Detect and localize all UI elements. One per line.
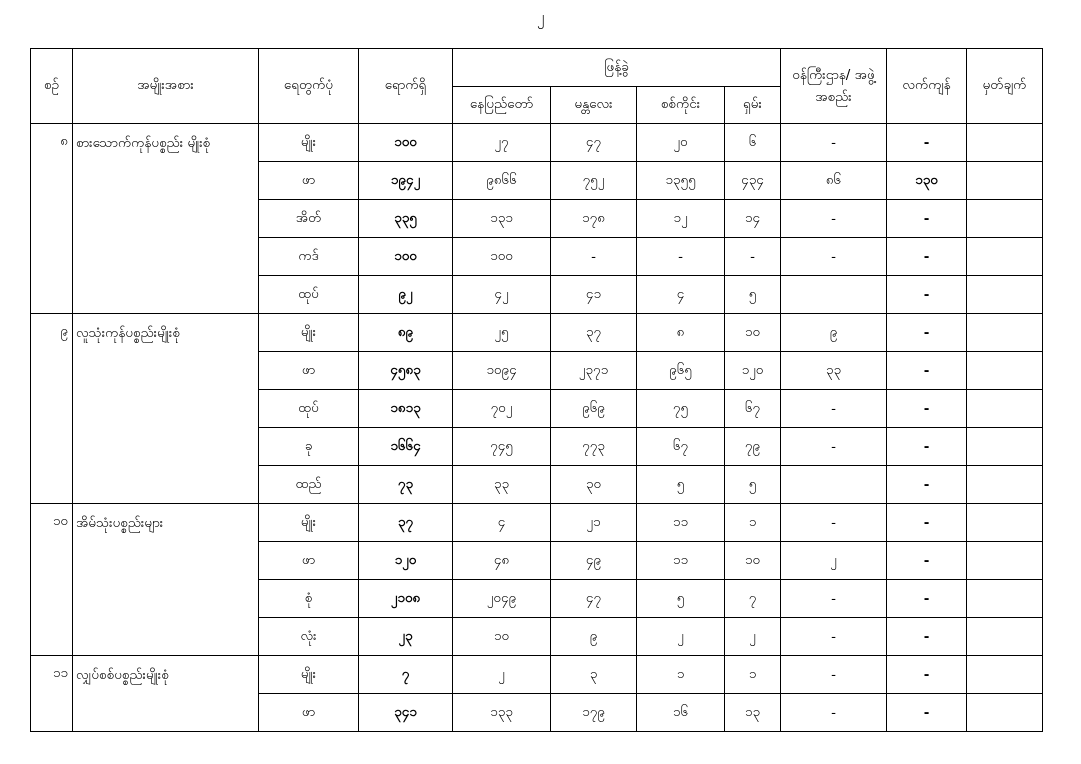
received-cell: ၂၁၀၈ <box>359 580 453 618</box>
shan-cell: ၇ <box>725 580 781 618</box>
sagaing-cell: ၆၇ <box>637 428 725 466</box>
sagaing-cell: ၁၁ <box>637 542 725 580</box>
unit-cell: မျိုး <box>259 504 359 542</box>
shan-cell: ၁၃ <box>725 694 781 732</box>
shan-cell: ၁၀ <box>725 314 781 352</box>
unit-cell: မျိုး <box>259 124 359 162</box>
received-cell: ၃၃၅ <box>359 200 453 238</box>
remaining-cell: - <box>887 276 967 314</box>
remark-cell <box>967 390 1043 428</box>
naypyitaw-cell: ၁၃၃ <box>453 694 551 732</box>
group-number: ၁၀ <box>31 504 73 656</box>
shan-cell: - <box>725 238 781 276</box>
remaining-cell: - <box>887 124 967 162</box>
unit-cell: ထုပ် <box>259 276 359 314</box>
unit-cell: ဖာ <box>259 542 359 580</box>
shan-cell: ၅ <box>725 276 781 314</box>
remark-cell <box>967 238 1043 276</box>
ministry-cell: - <box>781 390 887 428</box>
mandalay-cell: - <box>551 238 637 276</box>
mandalay-cell: ၄၇ <box>551 124 637 162</box>
unit-cell: ဖာ <box>259 352 359 390</box>
naypyitaw-cell: ၇၀၂ <box>453 390 551 428</box>
naypyitaw-cell: ၃၃ <box>453 466 551 504</box>
ministry-cell: - <box>781 238 887 276</box>
remark-cell <box>967 694 1043 732</box>
header-category: အမျိုးအစား <box>73 49 259 124</box>
ministry-cell: ၃၃ <box>781 352 887 390</box>
header-remaining: လက်ကျန် <box>887 49 967 124</box>
table-row <box>31 656 1043 694</box>
remark-cell <box>967 276 1043 314</box>
sagaing-cell: ၉၆၅ <box>637 352 725 390</box>
mandalay-cell: ၄၉ <box>551 542 637 580</box>
ministry-cell: ၈၆ <box>781 162 887 200</box>
received-cell: ၁၀၀ <box>359 238 453 276</box>
unit-cell: အိတ် <box>259 200 359 238</box>
mandalay-cell: ၃၀ <box>551 466 637 504</box>
mandalay-cell: ၁၇၉ <box>551 694 637 732</box>
header-shan: ရှမ်း <box>725 87 781 124</box>
remaining-cell: - <box>887 580 967 618</box>
naypyitaw-cell: ၂၇ <box>453 124 551 162</box>
sagaing-cell: ၁၂ <box>637 200 725 238</box>
header-received: ရောက်ရှိ <box>359 49 453 124</box>
group-number: ၉ <box>31 314 73 504</box>
unit-cell: ကဒ် <box>259 238 359 276</box>
remark-cell <box>967 580 1043 618</box>
unit-cell: မျိုး <box>259 314 359 352</box>
header-mandalay: မန္တလေး <box>551 87 637 124</box>
group-name: လူသုံးကုန်ပစ္စည်းမျိုးစုံ <box>73 314 259 504</box>
shan-cell: ၅ <box>725 466 781 504</box>
remark-cell <box>967 314 1043 352</box>
remaining-cell: - <box>887 238 967 276</box>
remaining-cell: - <box>887 542 967 580</box>
received-cell: ၄၅၈၃ <box>359 352 453 390</box>
remaining-cell: - <box>887 314 967 352</box>
table-row <box>31 124 1043 162</box>
sagaing-cell: ၂၀ <box>637 124 725 162</box>
naypyitaw-cell: ၁၃၁ <box>453 200 551 238</box>
sagaing-cell: ၈ <box>637 314 725 352</box>
ministry-cell: - <box>781 504 887 542</box>
header-specimen: ရေတွက်ပုံ <box>259 49 359 124</box>
sagaing-cell: ၁၁ <box>637 504 725 542</box>
unit-cell: ဖာ <box>259 162 359 200</box>
ministry-cell: ၉ <box>781 314 887 352</box>
remark-cell <box>967 200 1043 238</box>
group-number: ၁၁ <box>31 656 73 732</box>
remaining-cell: ၁၃၀ <box>887 162 967 200</box>
remark-cell <box>967 542 1043 580</box>
remaining-cell: - <box>887 618 967 656</box>
ministry-cell: - <box>781 656 887 694</box>
shan-cell: ၁၄ <box>725 200 781 238</box>
shan-cell: ၆၇ <box>725 390 781 428</box>
mandalay-cell: ၄၇ <box>551 580 637 618</box>
received-cell: ၈၉ <box>359 314 453 352</box>
mandalay-cell: ၃ <box>551 656 637 694</box>
remark-cell <box>967 352 1043 390</box>
shan-cell: ၂ <box>725 618 781 656</box>
remark-cell <box>967 466 1043 504</box>
ministry-cell: - <box>781 580 887 618</box>
remark-cell <box>967 618 1043 656</box>
group-number: ၈ <box>31 124 73 314</box>
mandalay-cell: ၂၃၇၁ <box>551 352 637 390</box>
header-row <box>31 49 1043 87</box>
remaining-cell: - <box>887 694 967 732</box>
mandalay-cell: ၁၇၈ <box>551 200 637 238</box>
group-name: စားသောက်ကုန်ပစ္စည်း မျိုးစုံ <box>73 124 259 314</box>
shan-cell: ၁၀ <box>725 542 781 580</box>
naypyitaw-cell: ၉၈၆၆ <box>453 162 551 200</box>
header-distribution: ဖြန့်ခွဲ <box>453 49 781 87</box>
mandalay-cell: ၃၇ <box>551 314 637 352</box>
remaining-cell: - <box>887 466 967 504</box>
table-row <box>31 314 1043 352</box>
table-row <box>31 504 1043 542</box>
received-cell: ၁၆၆၄ <box>359 428 453 466</box>
remaining-cell: - <box>887 504 967 542</box>
unit-cell: ခု <box>259 428 359 466</box>
sagaing-cell: ၂ <box>637 618 725 656</box>
received-cell: ၁၀၀ <box>359 124 453 162</box>
sagaing-cell: ၁၃၅၅ <box>637 162 725 200</box>
naypyitaw-cell: ၄၈ <box>453 542 551 580</box>
remaining-cell: - <box>887 656 967 694</box>
remark-cell <box>967 428 1043 466</box>
remark-cell <box>967 162 1043 200</box>
unit-cell: မျိုး <box>259 656 359 694</box>
mandalay-cell: ၄၁ <box>551 276 637 314</box>
remark-cell <box>967 504 1043 542</box>
received-cell: ၃၇ <box>359 504 453 542</box>
ministry-cell: - <box>781 124 887 162</box>
table-body <box>31 124 1043 732</box>
ministry-cell <box>781 276 887 314</box>
ministry-cell: - <box>781 694 887 732</box>
sagaing-cell: - <box>637 238 725 276</box>
group-name: အိမ်သုံးပစ္စည်းများ <box>73 504 259 656</box>
sagaing-cell: ၄ <box>637 276 725 314</box>
remark-cell <box>967 656 1043 694</box>
ministry-cell: - <box>781 200 887 238</box>
ministry-cell: - <box>781 618 887 656</box>
remaining-cell: - <box>887 352 967 390</box>
remark-cell <box>967 124 1043 162</box>
distribution-table <box>30 48 1043 732</box>
unit-cell: ဖာ <box>259 694 359 732</box>
mandalay-cell: ၉ <box>551 618 637 656</box>
naypyitaw-cell: ၂ <box>453 656 551 694</box>
sagaing-cell: ၁ <box>637 656 725 694</box>
naypyitaw-cell: ၁၀၉၄ <box>453 352 551 390</box>
group-name: လျှပ်စစ်ပစ္စည်းမျိုးစုံ <box>73 656 259 732</box>
naypyitaw-cell: ၄၂ <box>453 276 551 314</box>
sagaing-cell: ၅ <box>637 580 725 618</box>
received-cell: ၁၂၀ <box>359 542 453 580</box>
shan-cell: ၇၉ <box>725 428 781 466</box>
received-cell: ၉၂ <box>359 276 453 314</box>
shan-cell: ၁ <box>725 656 781 694</box>
unit-cell: လုံး <box>259 618 359 656</box>
shan-cell: ၁ <box>725 504 781 542</box>
naypyitaw-cell: ၄ <box>453 504 551 542</box>
unit-cell: စုံ <box>259 580 359 618</box>
sagaing-cell: ၅ <box>637 466 725 504</box>
page-number: ၂ <box>536 8 545 26</box>
ministry-cell <box>781 466 887 504</box>
received-cell: ၇ <box>359 656 453 694</box>
received-cell: ၁၈၁၃ <box>359 390 453 428</box>
header-no: စဉ် <box>31 49 73 124</box>
naypyitaw-cell: ၁၀၀ <box>453 238 551 276</box>
header-remark: မှတ်ချက် <box>967 49 1043 124</box>
received-cell: ၁၉၄၂ <box>359 162 453 200</box>
ministry-cell: ၂ <box>781 542 887 580</box>
shan-cell: ၄၃၄ <box>725 162 781 200</box>
mandalay-cell: ၇၇၃ <box>551 428 637 466</box>
naypyitaw-cell: ၁၀ <box>453 618 551 656</box>
mandalay-cell: ၉၆၉ <box>551 390 637 428</box>
sagaing-cell: ၇၅ <box>637 390 725 428</box>
received-cell: ၇၃ <box>359 466 453 504</box>
remaining-cell: - <box>887 200 967 238</box>
received-cell: ၃၄၁ <box>359 694 453 732</box>
ministry-cell: - <box>781 428 887 466</box>
received-cell: ၂၃ <box>359 618 453 656</box>
header-naypyitaw: နေပြည်တော် <box>453 87 551 124</box>
naypyitaw-cell: ၇၄၅ <box>453 428 551 466</box>
shan-cell: ၁၂၀ <box>725 352 781 390</box>
naypyitaw-cell: ၂၅ <box>453 314 551 352</box>
unit-cell: ထုပ် <box>259 390 359 428</box>
unit-cell: ထည် <box>259 466 359 504</box>
mandalay-cell: ၂၁ <box>551 504 637 542</box>
header-ministry: ဝန်ကြီးဌာန/ အဖွဲ့အစည်း <box>781 49 887 124</box>
remaining-cell: - <box>887 428 967 466</box>
remaining-cell: - <box>887 390 967 428</box>
sagaing-cell: ၁၆ <box>637 694 725 732</box>
header-sagaing: စစ်ကိုင်း <box>637 87 725 124</box>
shan-cell: ၆ <box>725 124 781 162</box>
naypyitaw-cell: ၂၀၄၉ <box>453 580 551 618</box>
mandalay-cell: ၇၅၂ <box>551 162 637 200</box>
